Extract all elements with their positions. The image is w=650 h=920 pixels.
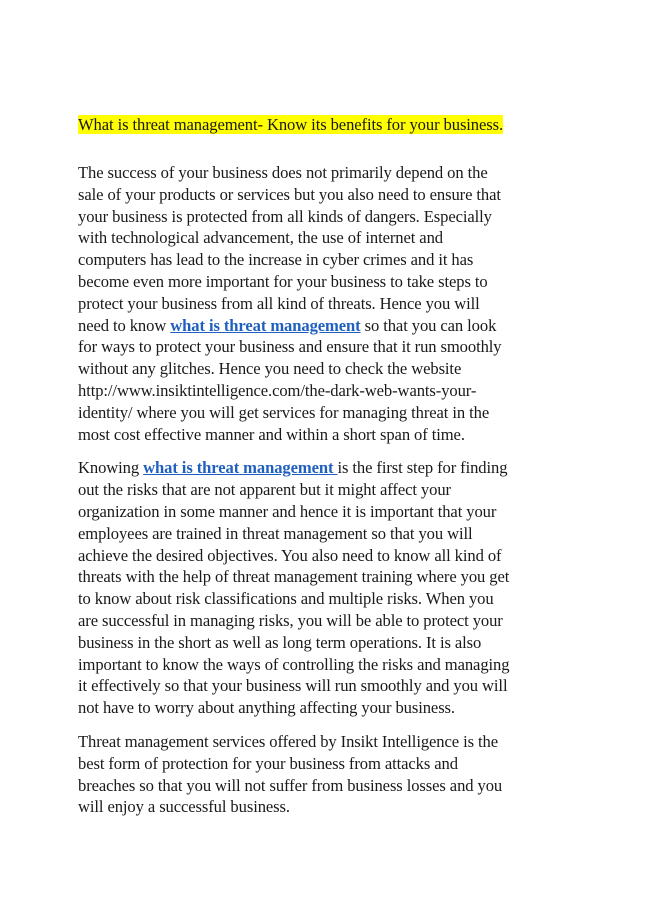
text-line: it effectively so that your business will run smoothly and you will <box>78 676 508 696</box>
text-line: protect your business from all kind of threats. Hence you will <box>78 293 480 313</box>
text-line: best form of protection for your business from attacks and <box>78 753 458 773</box>
threat-management-link[interactable]: what is threat management <box>143 458 338 478</box>
text-line: organization in some manner and hence it is important that your <box>78 501 497 521</box>
text-line: business in the short as well as long term operations. It is also <box>78 632 482 652</box>
text-line: most cost effective manner and within a short span of time. <box>78 424 465 444</box>
text-line-with-link <box>78 457 578 479</box>
text-segment: Knowing <box>78 458 144 478</box>
text-line: important to know the ways of controlling the risks and managing <box>78 654 510 674</box>
text-line: not have to worry about anything affecting your business. <box>78 698 455 718</box>
text-line: are successful in managing risks, you will be able to protect your <box>78 610 503 630</box>
text-line: for ways to protect your business and ensure that it run smoothly <box>78 337 502 357</box>
text-segment: so that you can look <box>360 315 497 335</box>
text-line: with technological advancement, the use of internet and <box>78 228 443 248</box>
text-line: employees are trained in threat management so that you will <box>78 523 473 543</box>
text-line: The success of your business does not primarily depend on the <box>78 163 488 182</box>
document-title: What is threat management- Know its benefits for your business. <box>78 115 504 134</box>
threat-management-link[interactable]: what is threat management <box>170 315 361 335</box>
text-line: out the risks that are not apparent but it might affect your <box>78 480 451 500</box>
text-line: your business is protected from all kinds of dangers. Especially <box>78 206 492 226</box>
text-line: breaches so that you will not suffer from business losses and you <box>78 775 503 795</box>
text-line: Threat management services offered by Insikt Intelligence is the <box>78 731 498 751</box>
text-line: sale of your products or services but you also need to ensure that <box>78 184 501 204</box>
text-line: become even more important for your business to take steps to <box>78 271 488 291</box>
paragraph-1 <box>78 162 578 445</box>
text-line-with-link <box>78 315 578 337</box>
text-line: without any glitches. Hence you need to check the website <box>78 359 462 379</box>
text-line: threats with the help of threat management training where you get <box>78 567 510 587</box>
text-line: achieve the desired objectives. You also need to know all kind of <box>78 545 502 565</box>
title-block <box>78 114 578 136</box>
text-line: to know about risk classifications and multiple risks. When you <box>78 589 494 609</box>
text-line: http://www.insiktintelligence.com/the-dark-web-wants-your- <box>78 380 477 400</box>
text-segment: need to know <box>78 315 171 335</box>
text-line: will enjoy a successful business. <box>78 797 290 817</box>
paragraph-2 <box>78 457 578 719</box>
text-line: computers has lead to the increase in cyber crimes and it has <box>78 250 474 270</box>
text-line: identity/ where you will get services for managing threat in the <box>78 402 490 422</box>
text-segment: is the first step for finding <box>337 458 508 478</box>
paragraph-3 <box>78 731 578 818</box>
document-page <box>78 114 578 830</box>
